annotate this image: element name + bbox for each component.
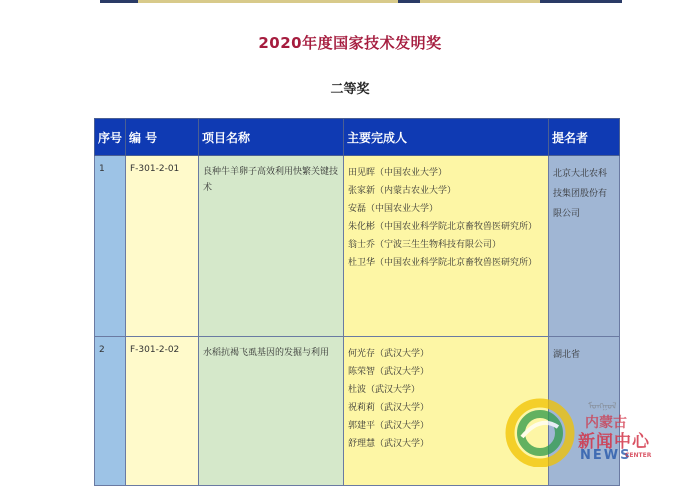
- cell-code: F-301-2-01: [126, 156, 199, 337]
- cell-project-name: 良种牛羊卵子高效利用快繁关键技术: [199, 156, 344, 337]
- contributor: 杜波（武汉大学）: [348, 385, 421, 395]
- header-seq: 序号: [95, 119, 126, 156]
- watermark-mongolian-script: ᠮᠣᠩᠭᠣᠯ: [588, 402, 617, 412]
- contributor: 安磊（中国农业大学）: [348, 204, 439, 214]
- page-title: 2020年度国家技术发明奖: [258, 34, 442, 52]
- header-code: 编 号: [126, 119, 199, 156]
- cell-seq: 2: [95, 337, 126, 486]
- contributor: 祝莉莉（武汉大学）: [348, 403, 430, 413]
- cell-code: F-301-2-02: [126, 337, 199, 486]
- contributor: 何光存（武汉大学）: [348, 349, 430, 359]
- contributor: 朱化彬（中国农业科学院北京畜牧兽医研究所）: [348, 222, 538, 232]
- cell-project-name: 水稻抗褐飞虱基因的发掘与利用: [199, 337, 344, 486]
- contributor: 田见晖（中国农业大学）: [348, 168, 448, 178]
- contributor: 陈荣智（武汉大学）: [348, 367, 430, 377]
- banner-segment: [420, 0, 540, 3]
- banner-segment: [138, 0, 398, 3]
- award-level-heading: 二等奖: [330, 82, 370, 97]
- contributor: 张家新（内蒙古农业大学）: [348, 186, 457, 196]
- cell-nominator: 湖北省: [549, 337, 620, 486]
- table-row: [95, 156, 620, 337]
- watermark-english: NEWS: [580, 448, 632, 463]
- contributor: 杜卫华（中国农业科学院北京畜牧兽医研究所）: [348, 258, 538, 268]
- watermark-title: 新闻中心: [578, 432, 650, 452]
- cell-contributors: [344, 156, 549, 337]
- watermark-english-sub: CENTER: [625, 452, 652, 459]
- cell-seq: 1: [95, 156, 126, 337]
- contributor: 郭建平（武汉大学）: [348, 421, 430, 431]
- contributor: 舒理慧（武汉大学）: [348, 439, 430, 449]
- cell-nominator: 北京大北农科技集团股份有限公司: [549, 156, 620, 337]
- watermark-region: 内蒙古: [585, 415, 627, 431]
- contributor: 翁士乔（宁波三生生物科技有限公司）: [348, 240, 502, 250]
- table-header-row: [95, 119, 620, 156]
- top-banner-strip: [100, 0, 622, 3]
- header-project-name: 项目名称: [199, 119, 344, 156]
- header-main-contributors: 主要完成人: [344, 119, 549, 156]
- header-nominator: 提名者: [549, 119, 620, 156]
